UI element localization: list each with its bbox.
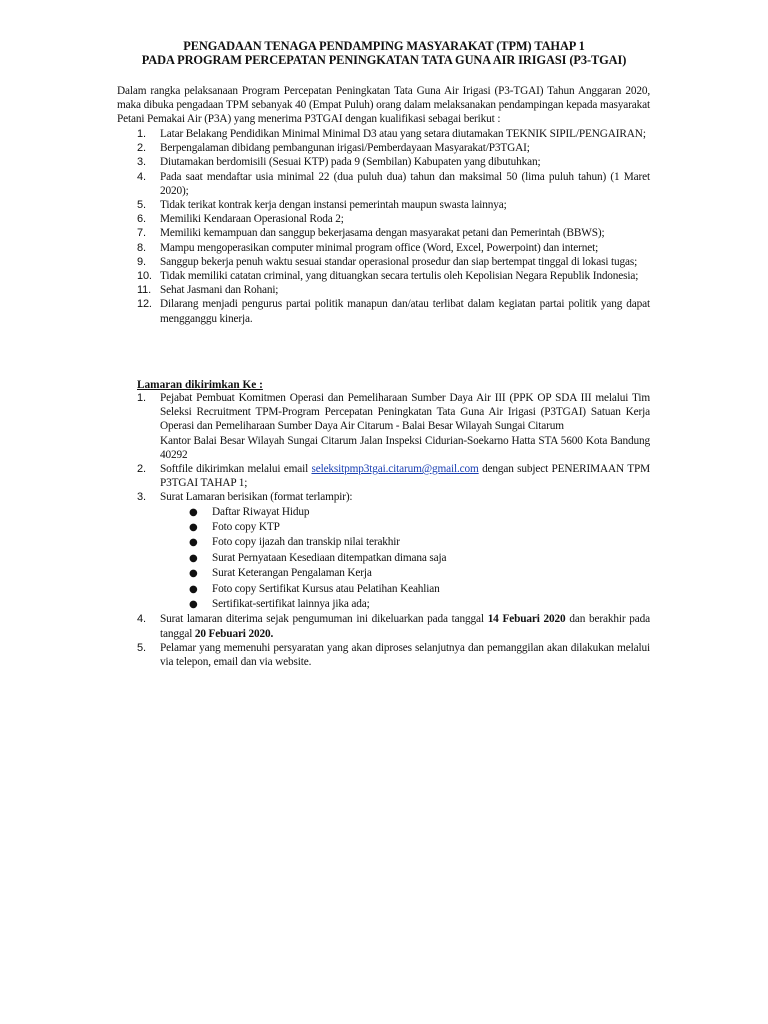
requirement-text: Berpengalaman dibidang pembangunan irigasi/Pemberdayaan Masyarakat/P3TGAI; [160,142,530,155]
attachment-item [189,520,650,535]
bullet-icon: ● [189,583,198,595]
attachment-text: Foto copy KTP [212,521,280,534]
deadline-text-a: Surat lamaran diterima sejak pengumuman ini dikeluarkan pada tanggal [160,613,484,626]
attachment-item [189,535,650,550]
application-item [117,641,650,669]
end-date: 20 Febuari 2020. [194,627,274,640]
requirement-text: Pada saat mendaftar usia minimal 22 (dua puluh dua) tahun dan maksimal 50 (lima puluh tahun) (1 Maret 2020); [160,170,650,197]
requirement-text: Latar Belakang Pendidikan Minimal Minimal D3 atau yang setara diutamakan TEKNIK SIPIL/PENGAIRAN; [160,128,646,140]
application-item [117,612,650,640]
bullet-icon: ● [189,552,198,564]
attachment-item [189,505,650,520]
item-number: 9. [137,255,146,268]
attachment-text: Sertifikat-sertifikat lainnya jika ada; [212,598,370,611]
deadline-text-b: dan berakhir pada tanggal [160,613,650,640]
requirement-item [117,255,650,269]
attachments-list [160,505,650,613]
email-subject: dengan subject PENERIMAAN TPM P3TGAI TAHAP 1; [160,463,651,490]
requirement-item [117,127,650,141]
application-item [117,462,650,490]
requirement-item [117,155,650,169]
requirement-text: Mampu mengoperasikan computer minimal program office (Word, Excel, Powerpoint) dan internet; [160,241,599,254]
requirement-text: Dilarang menjadi pengurus partai politik manapun dan/atau terlibat dalam kegiatan partai politik yang dapat mengganggu kinerja. [160,298,650,325]
item-number: 11. [137,284,152,297]
bullet-icon: ● [189,537,198,549]
item-number: 3. [137,491,146,504]
requirement-text: Memiliki kemampuan dan sanggup bekerjasama dengan masyarakat petani dan Pemerintah (BBWS); [160,227,605,240]
item-number: 7. [137,227,146,240]
document-title: PENGADAAN TENAGA PENDAMPING MASYARAKAT (TPM) TAHAP 1 [183,39,585,53]
requirement-item [117,297,650,325]
recipient-text: Pejabat Pembuat Komitmen Operasi dan Pemeliharaan Sumber Daya Air III (PPK OP SDA III melalui Tim Seleksi Recruitment TPM-Program Percepatan Peningkatan Tata Guna Air Irigasi (P3TGAI) Satuan Kerja Operasi dan Pemeliharaan Sumber Daya Air Citarum - Balai Besar Wilayah Sungai Citarum [160,392,650,433]
requirement-item [117,241,650,255]
item-number: 8. [137,241,146,254]
requirement-item [117,269,650,283]
requirement-item [117,212,650,226]
item-number: 6. [137,213,146,226]
attachment-item [189,566,650,581]
attachment-text: Surat Pernyataan Kesediaan ditempatkan dimana saja [212,551,447,564]
bullet-icon: ● [189,522,198,534]
item-number: 2. [137,463,146,476]
requirements-list [117,127,650,326]
bullet-icon: ● [189,599,198,611]
attachment-text: Foto copy Sertifikat Kursus atau Pelatihan Keahlian [212,582,440,595]
item-number: 5. [137,641,146,654]
attachments-intro: Surat Lamaran berisikan (format terlampir): [160,491,353,504]
recipient-address: Kantor Balai Besar Wilayah Sungai Citarum Jalan Inspeksi Cidurian-Soekarno Hatta STA 5600 Kota Bandung 40292 [160,434,650,461]
requirement-text: Sanggup bekerja penuh waktu sesuai standar operasional prosedur dan siap bertempat tinggal di lokasi tugas; [160,255,638,268]
attachment-text: Daftar Riwayat Hidup [212,505,310,518]
requirement-text: Memiliki Kendaraan Operasional Roda 2; [160,213,344,226]
bullet-icon: ● [189,568,198,580]
document-subtitle: PADA PROGRAM PERCEPATAN PENINGKATAN TATA GUNA AIR IRIGASI (P3-TGAI) [141,53,627,67]
item-number: 1. [137,128,146,140]
application-heading: Lamaran dikirimkan Ke : [137,379,263,391]
item-number: 2. [137,142,146,155]
attachment-item [189,551,650,566]
item-number: 3. [137,156,146,169]
item-number: 4. [137,613,146,626]
application-item [117,391,650,462]
application-list [117,391,650,669]
application-item [117,490,650,612]
item-number: 1. [137,392,146,404]
item-number: 4. [137,170,146,183]
start-date: 14 Febuari 2020 [487,613,566,626]
requirement-item [117,141,650,155]
attachment-item [189,597,650,612]
email-instruction: Softfile dikirimkan melalui email [160,463,309,476]
requirement-item [117,283,650,297]
requirement-text: Tidak terikat kontrak kerja dengan instansi pemerintah maupun swasta lainnya; [160,199,507,212]
email-link[interactable]: seleksitpmp3tgai.citarum@gmail.com [311,463,479,476]
intro-paragraph: Dalam rangka pelaksanaan Program Percepatan Peningkatan Tata Guna Air Irigasi (P3-TGAI) Tahun Anggaran 2020, maka dibuka pengadaan TPM sebanyak 40 (Empat Puluh) orang dalam melaksanakan pendampingan kepada masyarakat Petani Pemakai Air (P3A) yang menerima P3TGAI dengan kualifikasi sebagai berikut : [117,85,650,126]
attachment-text: Surat Keterangan Pengalaman Kerja [212,567,372,580]
requirement-text: Diutamakan berdomisili (Sesuai KTP) pada 9 (Sembilan) Kabupaten yang dibutuhkan; [160,156,541,169]
item-number: 12. [137,298,152,311]
item-number: 10. [137,270,152,283]
attachment-text: Foto copy ijazah dan transkip nilai terakhir [212,536,400,549]
bullet-icon: ● [189,506,198,518]
item-number: 5. [137,199,146,212]
requirement-item [117,170,650,198]
requirement-text: Sehat Jasmani dan Rohani; [160,284,279,297]
requirement-text: Tidak memiliki catatan criminal, yang dituangkan secara tertulis oleh Kepolisian Negara Republik Indonesia; [160,270,639,283]
attachment-item [189,582,650,597]
requirement-item [117,226,650,240]
selection-note: Pelamar yang memenuhi persyaratan yang akan diproses selanjutnya dan pemanggilan akan dilakukan melalui via telepon, email dan via website. [160,641,650,669]
requirement-item [117,198,650,212]
